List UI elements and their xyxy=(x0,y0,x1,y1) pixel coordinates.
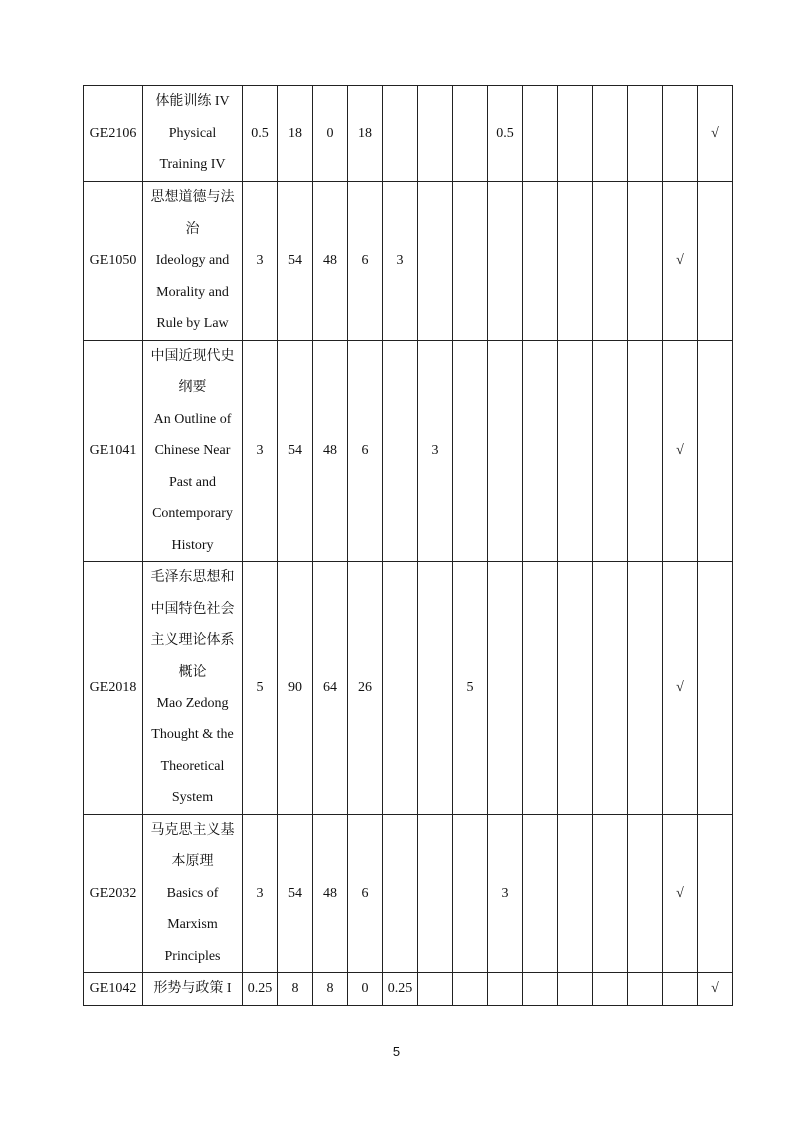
value-cell: √ xyxy=(698,86,733,182)
value-cell: 18 xyxy=(278,86,313,182)
value-cell xyxy=(698,182,733,341)
value-cell xyxy=(593,973,628,1006)
course-table xyxy=(83,85,733,1006)
value-cell xyxy=(628,562,663,815)
course-name-line: Ideology and xyxy=(155,253,230,269)
course-name-line: Principles xyxy=(164,948,221,964)
course-name-line: Theoretical xyxy=(160,758,225,774)
course-name-line: Mao Zedong xyxy=(156,696,229,711)
course-name-line: Training IV xyxy=(159,157,226,173)
value-cell xyxy=(558,182,593,341)
value-cell: 0.25 xyxy=(243,973,278,1006)
value-cell: 0 xyxy=(348,973,383,1006)
value-cell xyxy=(488,341,523,562)
value-cell xyxy=(593,562,628,815)
course-name-line: 治 xyxy=(185,221,200,237)
value-cell: 64 xyxy=(313,562,348,815)
value-cell xyxy=(523,815,558,973)
value-cell: 3 xyxy=(488,815,523,973)
value-cell: 3 xyxy=(243,341,278,562)
course-name-cell xyxy=(143,562,243,815)
value-cell xyxy=(383,341,418,562)
value-cell xyxy=(698,815,733,973)
course-name-line: Chinese Near xyxy=(154,443,231,459)
value-cell xyxy=(488,562,523,815)
value-cell xyxy=(453,341,488,562)
course-name-line: Morality and xyxy=(156,284,229,300)
value-cell xyxy=(593,86,628,182)
value-cell xyxy=(628,182,663,341)
course-code-cell: GE1041 xyxy=(84,341,143,562)
value-cell: 3 xyxy=(418,341,453,562)
value-cell xyxy=(523,182,558,341)
value-cell xyxy=(523,973,558,1006)
course-code-cell: GE2032 xyxy=(84,815,143,973)
value-cell: 6 xyxy=(348,341,383,562)
value-cell: 90 xyxy=(278,562,313,815)
value-cell: √ xyxy=(663,815,698,973)
value-cell xyxy=(418,86,453,182)
value-cell xyxy=(558,341,593,562)
course-name-line: 主义理论体系 xyxy=(150,633,235,649)
table-row xyxy=(84,341,733,562)
value-cell xyxy=(453,815,488,973)
value-cell: 48 xyxy=(313,815,348,973)
course-name-line: 概论 xyxy=(178,664,207,680)
value-cell: √ xyxy=(663,341,698,562)
course-name-line: Physical xyxy=(168,125,217,141)
value-cell: 3 xyxy=(243,182,278,341)
course-name-cell xyxy=(143,182,243,341)
course-name-line: Rule by Law xyxy=(156,316,229,332)
value-cell: √ xyxy=(663,562,698,815)
value-cell xyxy=(663,973,698,1006)
value-cell xyxy=(383,86,418,182)
value-cell xyxy=(383,562,418,815)
course-name-line: 毛泽东思想和 xyxy=(150,570,235,586)
value-cell xyxy=(628,973,663,1006)
value-cell xyxy=(558,562,593,815)
course-name-line: Marxism xyxy=(167,917,218,933)
course-code-cell: GE1050 xyxy=(84,182,143,341)
course-name-line: 马克思主义基 xyxy=(150,823,235,838)
value-cell xyxy=(383,815,418,973)
value-cell xyxy=(418,562,453,815)
value-cell xyxy=(418,973,453,1006)
course-code-cell: GE2018 xyxy=(84,562,143,815)
course-name-cell xyxy=(143,341,243,562)
value-cell: 48 xyxy=(313,341,348,562)
value-cell xyxy=(523,341,558,562)
value-cell: 6 xyxy=(348,182,383,341)
course-code-cell: GE1042 xyxy=(84,973,143,1006)
course-name-cell xyxy=(143,86,243,182)
table-row xyxy=(84,86,733,182)
value-cell: 5 xyxy=(453,562,488,815)
value-cell xyxy=(593,341,628,562)
course-name-line: Basics of xyxy=(166,885,219,901)
value-cell: 0.25 xyxy=(383,973,418,1006)
value-cell: 3 xyxy=(243,815,278,973)
course-name-cell xyxy=(143,973,243,1006)
value-cell: 0 xyxy=(313,86,348,182)
course-name-cell xyxy=(143,815,243,973)
value-cell xyxy=(453,182,488,341)
value-cell xyxy=(488,973,523,1006)
value-cell xyxy=(453,86,488,182)
course-name-line: 纲要 xyxy=(178,380,207,396)
value-cell xyxy=(558,973,593,1006)
course-name-line: 形势与政策 I xyxy=(153,981,232,997)
value-cell xyxy=(418,815,453,973)
value-cell xyxy=(663,86,698,182)
value-cell: 0.5 xyxy=(243,86,278,182)
value-cell xyxy=(488,182,523,341)
course-name-line: 本原理 xyxy=(171,854,214,870)
value-cell xyxy=(628,86,663,182)
course-name-line: 思想道德与法 xyxy=(150,190,235,206)
course-name-line: Thought & the xyxy=(151,727,234,743)
value-cell xyxy=(698,562,733,815)
course-code-cell: GE2106 xyxy=(84,86,143,182)
course-name-line: 中国特色社会 xyxy=(150,601,235,617)
course-name-line: Past and xyxy=(168,474,217,490)
value-cell xyxy=(558,86,593,182)
value-cell: 8 xyxy=(278,973,313,1006)
value-cell: 54 xyxy=(278,341,313,562)
value-cell: 3 xyxy=(383,182,418,341)
course-name-line: System xyxy=(171,790,214,806)
value-cell xyxy=(628,341,663,562)
value-cell: √ xyxy=(698,973,733,1006)
course-name-line: 体能训练 IV xyxy=(155,94,230,110)
value-cell xyxy=(593,815,628,973)
course-name-line: An Outline of xyxy=(153,411,232,427)
value-cell: 26 xyxy=(348,562,383,815)
value-cell xyxy=(418,182,453,341)
page-number: 5 xyxy=(392,1044,401,1059)
course-name-line: Contemporary xyxy=(152,506,233,522)
value-cell: 54 xyxy=(278,182,313,341)
value-cell: 0.5 xyxy=(488,86,523,182)
value-cell: 48 xyxy=(313,182,348,341)
value-cell xyxy=(593,182,628,341)
value-cell xyxy=(453,973,488,1006)
value-cell: 6 xyxy=(348,815,383,973)
course-name-line: History xyxy=(171,537,214,553)
value-cell xyxy=(628,815,663,973)
value-cell xyxy=(523,562,558,815)
value-cell: √ xyxy=(663,182,698,341)
table-row xyxy=(84,815,733,973)
table-row xyxy=(84,182,733,341)
value-cell xyxy=(558,815,593,973)
value-cell: 8 xyxy=(313,973,348,1006)
value-cell: 18 xyxy=(348,86,383,182)
course-name-line: 中国近现代史 xyxy=(150,349,235,365)
table-row xyxy=(84,973,733,1006)
table-row xyxy=(84,562,733,815)
value-cell xyxy=(698,341,733,562)
value-cell: 5 xyxy=(243,562,278,815)
table-body xyxy=(84,86,733,1006)
value-cell: 54 xyxy=(278,815,313,973)
value-cell xyxy=(523,86,558,182)
